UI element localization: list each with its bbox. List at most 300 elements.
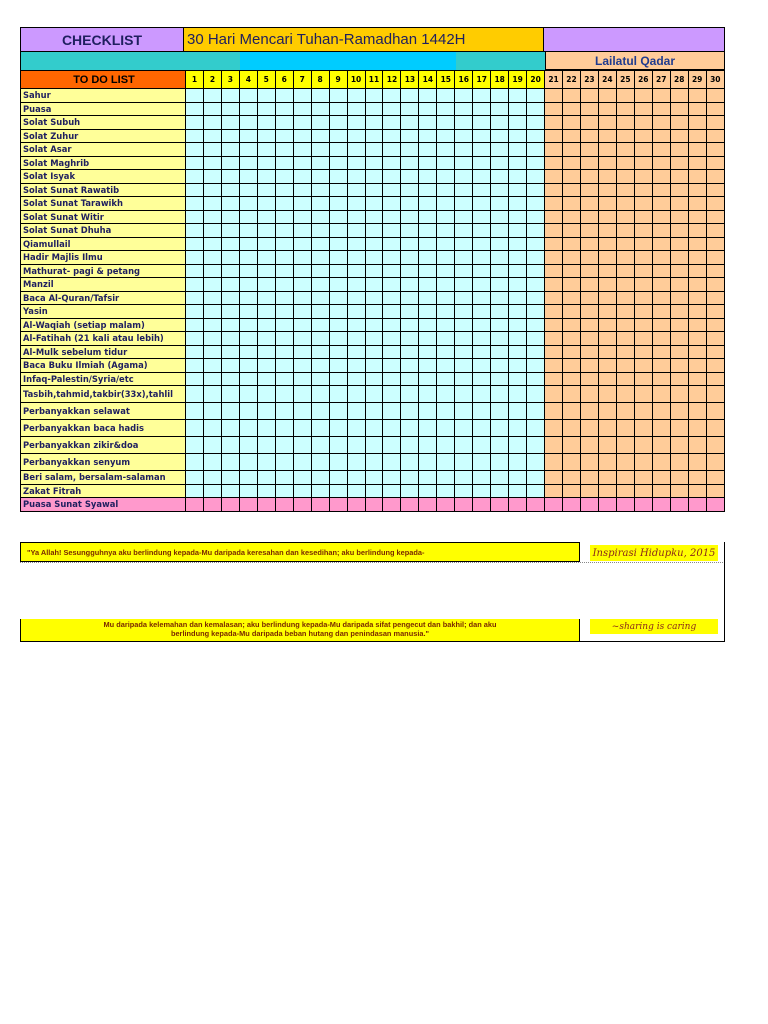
- check-cell[interactable]: [365, 116, 383, 130]
- check-cell[interactable]: [419, 156, 437, 170]
- check-cell[interactable]: [329, 224, 347, 238]
- check-cell[interactable]: [239, 224, 257, 238]
- check-cell[interactable]: [491, 129, 509, 143]
- check-cell[interactable]: [383, 420, 401, 437]
- check-cell[interactable]: [221, 237, 239, 251]
- check-cell[interactable]: [419, 224, 437, 238]
- check-cell[interactable]: [221, 454, 239, 471]
- check-cell[interactable]: [329, 359, 347, 373]
- check-cell[interactable]: [239, 156, 257, 170]
- check-cell[interactable]: [509, 345, 527, 359]
- check-cell[interactable]: [203, 251, 221, 265]
- check-cell[interactable]: [186, 318, 204, 332]
- check-cell[interactable]: [311, 498, 329, 512]
- check-cell[interactable]: [634, 332, 652, 346]
- check-cell[interactable]: [293, 437, 311, 454]
- check-cell[interactable]: [545, 129, 563, 143]
- check-cell[interactable]: [527, 372, 545, 386]
- check-cell[interactable]: [688, 498, 706, 512]
- check-cell[interactable]: [365, 359, 383, 373]
- check-cell[interactable]: [293, 359, 311, 373]
- check-cell[interactable]: [455, 224, 473, 238]
- check-cell[interactable]: [527, 345, 545, 359]
- check-cell[interactable]: [455, 251, 473, 265]
- check-cell[interactable]: [670, 454, 688, 471]
- check-cell[interactable]: [670, 305, 688, 319]
- check-cell[interactable]: [688, 437, 706, 454]
- check-cell[interactable]: [580, 156, 598, 170]
- check-cell[interactable]: [257, 102, 275, 116]
- check-cell[interactable]: [401, 359, 419, 373]
- check-cell[interactable]: [329, 305, 347, 319]
- check-cell[interactable]: [509, 278, 527, 292]
- check-cell[interactable]: [186, 102, 204, 116]
- check-cell[interactable]: [186, 454, 204, 471]
- check-cell[interactable]: [419, 332, 437, 346]
- check-cell[interactable]: [419, 291, 437, 305]
- check-cell[interactable]: [455, 498, 473, 512]
- check-cell[interactable]: [509, 484, 527, 498]
- check-cell[interactable]: [239, 102, 257, 116]
- check-cell[interactable]: [688, 305, 706, 319]
- check-cell[interactable]: [311, 437, 329, 454]
- check-cell[interactable]: [437, 420, 455, 437]
- check-cell[interactable]: [275, 372, 293, 386]
- check-cell[interactable]: [706, 437, 724, 454]
- check-cell[interactable]: [455, 143, 473, 157]
- check-cell[interactable]: [186, 484, 204, 498]
- check-cell[interactable]: [616, 359, 634, 373]
- check-cell[interactable]: [186, 237, 204, 251]
- check-cell[interactable]: [419, 403, 437, 420]
- check-cell[interactable]: [365, 89, 383, 103]
- check-cell[interactable]: [527, 156, 545, 170]
- check-cell[interactable]: [688, 89, 706, 103]
- check-cell[interactable]: [257, 484, 275, 498]
- check-cell[interactable]: [365, 403, 383, 420]
- check-cell[interactable]: [652, 116, 670, 130]
- check-cell[interactable]: [419, 102, 437, 116]
- check-cell[interactable]: [203, 318, 221, 332]
- check-cell[interactable]: [437, 89, 455, 103]
- check-cell[interactable]: [203, 372, 221, 386]
- check-cell[interactable]: [652, 291, 670, 305]
- check-cell[interactable]: [221, 372, 239, 386]
- check-cell[interactable]: [419, 359, 437, 373]
- check-cell[interactable]: [257, 437, 275, 454]
- check-cell[interactable]: [311, 237, 329, 251]
- check-cell[interactable]: [347, 484, 365, 498]
- check-cell[interactable]: [293, 454, 311, 471]
- check-cell[interactable]: [365, 420, 383, 437]
- check-cell[interactable]: [688, 116, 706, 130]
- check-cell[interactable]: [311, 197, 329, 211]
- check-cell[interactable]: [580, 386, 598, 403]
- check-cell[interactable]: [347, 318, 365, 332]
- check-cell[interactable]: [634, 116, 652, 130]
- check-cell[interactable]: [419, 264, 437, 278]
- check-cell[interactable]: [347, 210, 365, 224]
- check-cell[interactable]: [455, 170, 473, 184]
- check-cell[interactable]: [401, 129, 419, 143]
- check-cell[interactable]: [670, 116, 688, 130]
- check-cell[interactable]: [706, 183, 724, 197]
- check-cell[interactable]: [616, 454, 634, 471]
- check-cell[interactable]: [455, 403, 473, 420]
- check-cell[interactable]: [347, 264, 365, 278]
- check-cell[interactable]: [275, 251, 293, 265]
- check-cell[interactable]: [186, 278, 204, 292]
- check-cell[interactable]: [455, 116, 473, 130]
- check-cell[interactable]: [670, 237, 688, 251]
- check-cell[interactable]: [437, 305, 455, 319]
- check-cell[interactable]: [563, 372, 581, 386]
- check-cell[interactable]: [329, 484, 347, 498]
- check-cell[interactable]: [275, 386, 293, 403]
- check-cell[interactable]: [580, 420, 598, 437]
- check-cell[interactable]: [347, 183, 365, 197]
- check-cell[interactable]: [401, 471, 419, 485]
- check-cell[interactable]: [634, 318, 652, 332]
- check-cell[interactable]: [275, 498, 293, 512]
- check-cell[interactable]: [473, 420, 491, 437]
- check-cell[interactable]: [186, 372, 204, 386]
- check-cell[interactable]: [634, 210, 652, 224]
- check-cell[interactable]: [347, 237, 365, 251]
- check-cell[interactable]: [275, 359, 293, 373]
- check-cell[interactable]: [383, 197, 401, 211]
- check-cell[interactable]: [545, 170, 563, 184]
- check-cell[interactable]: [203, 437, 221, 454]
- check-cell[interactable]: [527, 102, 545, 116]
- check-cell[interactable]: [563, 345, 581, 359]
- check-cell[interactable]: [473, 89, 491, 103]
- check-cell[interactable]: [545, 420, 563, 437]
- check-cell[interactable]: [598, 197, 616, 211]
- check-cell[interactable]: [186, 403, 204, 420]
- check-cell[interactable]: [383, 156, 401, 170]
- check-cell[interactable]: [437, 359, 455, 373]
- check-cell[interactable]: [580, 332, 598, 346]
- check-cell[interactable]: [545, 484, 563, 498]
- check-cell[interactable]: [221, 437, 239, 454]
- check-cell[interactable]: [563, 498, 581, 512]
- check-cell[interactable]: [311, 305, 329, 319]
- check-cell[interactable]: [221, 420, 239, 437]
- check-cell[interactable]: [401, 102, 419, 116]
- check-cell[interactable]: [598, 372, 616, 386]
- check-cell[interactable]: [491, 332, 509, 346]
- check-cell[interactable]: [545, 359, 563, 373]
- check-cell[interactable]: [257, 345, 275, 359]
- check-cell[interactable]: [257, 318, 275, 332]
- check-cell[interactable]: [203, 89, 221, 103]
- check-cell[interactable]: [311, 170, 329, 184]
- check-cell[interactable]: [455, 237, 473, 251]
- check-cell[interactable]: [670, 403, 688, 420]
- check-cell[interactable]: [688, 143, 706, 157]
- check-cell[interactable]: [186, 170, 204, 184]
- check-cell[interactable]: [419, 183, 437, 197]
- check-cell[interactable]: [527, 89, 545, 103]
- check-cell[interactable]: [598, 484, 616, 498]
- check-cell[interactable]: [563, 183, 581, 197]
- check-cell[interactable]: [239, 264, 257, 278]
- check-cell[interactable]: [347, 278, 365, 292]
- check-cell[interactable]: [545, 224, 563, 238]
- check-cell[interactable]: [545, 89, 563, 103]
- check-cell[interactable]: [688, 471, 706, 485]
- check-cell[interactable]: [491, 143, 509, 157]
- check-cell[interactable]: [598, 156, 616, 170]
- check-cell[interactable]: [401, 143, 419, 157]
- check-cell[interactable]: [598, 291, 616, 305]
- check-cell[interactable]: [347, 471, 365, 485]
- check-cell[interactable]: [580, 102, 598, 116]
- check-cell[interactable]: [401, 291, 419, 305]
- check-cell[interactable]: [329, 498, 347, 512]
- check-cell[interactable]: [221, 224, 239, 238]
- check-cell[interactable]: [652, 197, 670, 211]
- check-cell[interactable]: [221, 278, 239, 292]
- check-cell[interactable]: [383, 183, 401, 197]
- check-cell[interactable]: [347, 116, 365, 130]
- check-cell[interactable]: [706, 332, 724, 346]
- check-cell[interactable]: [293, 471, 311, 485]
- check-cell[interactable]: [527, 116, 545, 130]
- check-cell[interactable]: [688, 318, 706, 332]
- check-cell[interactable]: [293, 183, 311, 197]
- check-cell[interactable]: [563, 318, 581, 332]
- check-cell[interactable]: [186, 156, 204, 170]
- check-cell[interactable]: [257, 454, 275, 471]
- check-cell[interactable]: [616, 264, 634, 278]
- check-cell[interactable]: [437, 224, 455, 238]
- check-cell[interactable]: [419, 170, 437, 184]
- check-cell[interactable]: [527, 170, 545, 184]
- check-cell[interactable]: [347, 498, 365, 512]
- check-cell[interactable]: [616, 183, 634, 197]
- check-cell[interactable]: [491, 183, 509, 197]
- check-cell[interactable]: [401, 224, 419, 238]
- check-cell[interactable]: [455, 305, 473, 319]
- check-cell[interactable]: [563, 264, 581, 278]
- check-cell[interactable]: [491, 170, 509, 184]
- check-cell[interactable]: [455, 420, 473, 437]
- check-cell[interactable]: [437, 484, 455, 498]
- check-cell[interactable]: [473, 454, 491, 471]
- check-cell[interactable]: [365, 183, 383, 197]
- check-cell[interactable]: [580, 143, 598, 157]
- check-cell[interactable]: [383, 278, 401, 292]
- check-cell[interactable]: [580, 372, 598, 386]
- check-cell[interactable]: [329, 437, 347, 454]
- check-cell[interactable]: [527, 237, 545, 251]
- check-cell[interactable]: [616, 498, 634, 512]
- check-cell[interactable]: [239, 237, 257, 251]
- check-cell[interactable]: [688, 102, 706, 116]
- check-cell[interactable]: [598, 251, 616, 265]
- check-cell[interactable]: [275, 454, 293, 471]
- check-cell[interactable]: [473, 210, 491, 224]
- check-cell[interactable]: [706, 278, 724, 292]
- check-cell[interactable]: [598, 143, 616, 157]
- check-cell[interactable]: [311, 129, 329, 143]
- check-cell[interactable]: [347, 156, 365, 170]
- check-cell[interactable]: [652, 484, 670, 498]
- check-cell[interactable]: [401, 332, 419, 346]
- check-cell[interactable]: [275, 156, 293, 170]
- check-cell[interactable]: [275, 210, 293, 224]
- check-cell[interactable]: [563, 143, 581, 157]
- check-cell[interactable]: [347, 197, 365, 211]
- check-cell[interactable]: [221, 345, 239, 359]
- check-cell[interactable]: [401, 197, 419, 211]
- check-cell[interactable]: [563, 89, 581, 103]
- check-cell[interactable]: [634, 420, 652, 437]
- check-cell[interactable]: [239, 210, 257, 224]
- check-cell[interactable]: [293, 318, 311, 332]
- check-cell[interactable]: [527, 143, 545, 157]
- check-cell[interactable]: [491, 403, 509, 420]
- check-cell[interactable]: [221, 89, 239, 103]
- check-cell[interactable]: [563, 420, 581, 437]
- check-cell[interactable]: [347, 89, 365, 103]
- check-cell[interactable]: [652, 498, 670, 512]
- check-cell[interactable]: [509, 224, 527, 238]
- check-cell[interactable]: [652, 437, 670, 454]
- check-cell[interactable]: [419, 345, 437, 359]
- check-cell[interactable]: [473, 403, 491, 420]
- check-cell[interactable]: [473, 170, 491, 184]
- check-cell[interactable]: [598, 264, 616, 278]
- check-cell[interactable]: [509, 318, 527, 332]
- check-cell[interactable]: [257, 129, 275, 143]
- check-cell[interactable]: [203, 156, 221, 170]
- check-cell[interactable]: [527, 386, 545, 403]
- check-cell[interactable]: [580, 197, 598, 211]
- check-cell[interactable]: [203, 197, 221, 211]
- check-cell[interactable]: [437, 437, 455, 454]
- check-cell[interactable]: [365, 454, 383, 471]
- check-cell[interactable]: [221, 210, 239, 224]
- check-cell[interactable]: [706, 345, 724, 359]
- check-cell[interactable]: [706, 372, 724, 386]
- check-cell[interactable]: [257, 291, 275, 305]
- check-cell[interactable]: [401, 498, 419, 512]
- check-cell[interactable]: [545, 251, 563, 265]
- check-cell[interactable]: [545, 183, 563, 197]
- check-cell[interactable]: [401, 278, 419, 292]
- check-cell[interactable]: [634, 498, 652, 512]
- check-cell[interactable]: [239, 116, 257, 130]
- check-cell[interactable]: [473, 318, 491, 332]
- check-cell[interactable]: [383, 264, 401, 278]
- check-cell[interactable]: [616, 224, 634, 238]
- check-cell[interactable]: [275, 237, 293, 251]
- check-cell[interactable]: [401, 210, 419, 224]
- check-cell[interactable]: [401, 89, 419, 103]
- check-cell[interactable]: [203, 102, 221, 116]
- check-cell[interactable]: [437, 116, 455, 130]
- check-cell[interactable]: [347, 170, 365, 184]
- check-cell[interactable]: [329, 237, 347, 251]
- check-cell[interactable]: [347, 291, 365, 305]
- check-cell[interactable]: [616, 372, 634, 386]
- check-cell[interactable]: [203, 170, 221, 184]
- check-cell[interactable]: [491, 89, 509, 103]
- check-cell[interactable]: [688, 345, 706, 359]
- check-cell[interactable]: [365, 278, 383, 292]
- check-cell[interactable]: [437, 183, 455, 197]
- check-cell[interactable]: [257, 372, 275, 386]
- check-cell[interactable]: [670, 484, 688, 498]
- check-cell[interactable]: [598, 471, 616, 485]
- check-cell[interactable]: [239, 278, 257, 292]
- check-cell[interactable]: [419, 498, 437, 512]
- check-cell[interactable]: [257, 197, 275, 211]
- check-cell[interactable]: [580, 170, 598, 184]
- check-cell[interactable]: [455, 278, 473, 292]
- check-cell[interactable]: [401, 403, 419, 420]
- check-cell[interactable]: [634, 359, 652, 373]
- check-cell[interactable]: [706, 484, 724, 498]
- check-cell[interactable]: [365, 251, 383, 265]
- check-cell[interactable]: [670, 89, 688, 103]
- check-cell[interactable]: [186, 197, 204, 211]
- check-cell[interactable]: [706, 116, 724, 130]
- check-cell[interactable]: [455, 454, 473, 471]
- check-cell[interactable]: [706, 251, 724, 265]
- check-cell[interactable]: [616, 278, 634, 292]
- check-cell[interactable]: [491, 386, 509, 403]
- check-cell[interactable]: [186, 420, 204, 437]
- check-cell[interactable]: [275, 403, 293, 420]
- check-cell[interactable]: [365, 332, 383, 346]
- check-cell[interactable]: [329, 102, 347, 116]
- check-cell[interactable]: [186, 183, 204, 197]
- check-cell[interactable]: [509, 116, 527, 130]
- check-cell[interactable]: [580, 318, 598, 332]
- check-cell[interactable]: [257, 471, 275, 485]
- check-cell[interactable]: [688, 332, 706, 346]
- check-cell[interactable]: [652, 305, 670, 319]
- check-cell[interactable]: [257, 237, 275, 251]
- check-cell[interactable]: [437, 291, 455, 305]
- check-cell[interactable]: [365, 210, 383, 224]
- check-cell[interactable]: [670, 471, 688, 485]
- check-cell[interactable]: [473, 437, 491, 454]
- check-cell[interactable]: [580, 237, 598, 251]
- check-cell[interactable]: [688, 183, 706, 197]
- check-cell[interactable]: [203, 291, 221, 305]
- check-cell[interactable]: [616, 143, 634, 157]
- check-cell[interactable]: [598, 386, 616, 403]
- check-cell[interactable]: [203, 345, 221, 359]
- check-cell[interactable]: [221, 116, 239, 130]
- check-cell[interactable]: [347, 437, 365, 454]
- check-cell[interactable]: [670, 345, 688, 359]
- check-cell[interactable]: [311, 454, 329, 471]
- check-cell[interactable]: [293, 386, 311, 403]
- check-cell[interactable]: [616, 420, 634, 437]
- check-cell[interactable]: [293, 143, 311, 157]
- check-cell[interactable]: [491, 359, 509, 373]
- check-cell[interactable]: [365, 318, 383, 332]
- check-cell[interactable]: [563, 454, 581, 471]
- check-cell[interactable]: [563, 484, 581, 498]
- check-cell[interactable]: [509, 359, 527, 373]
